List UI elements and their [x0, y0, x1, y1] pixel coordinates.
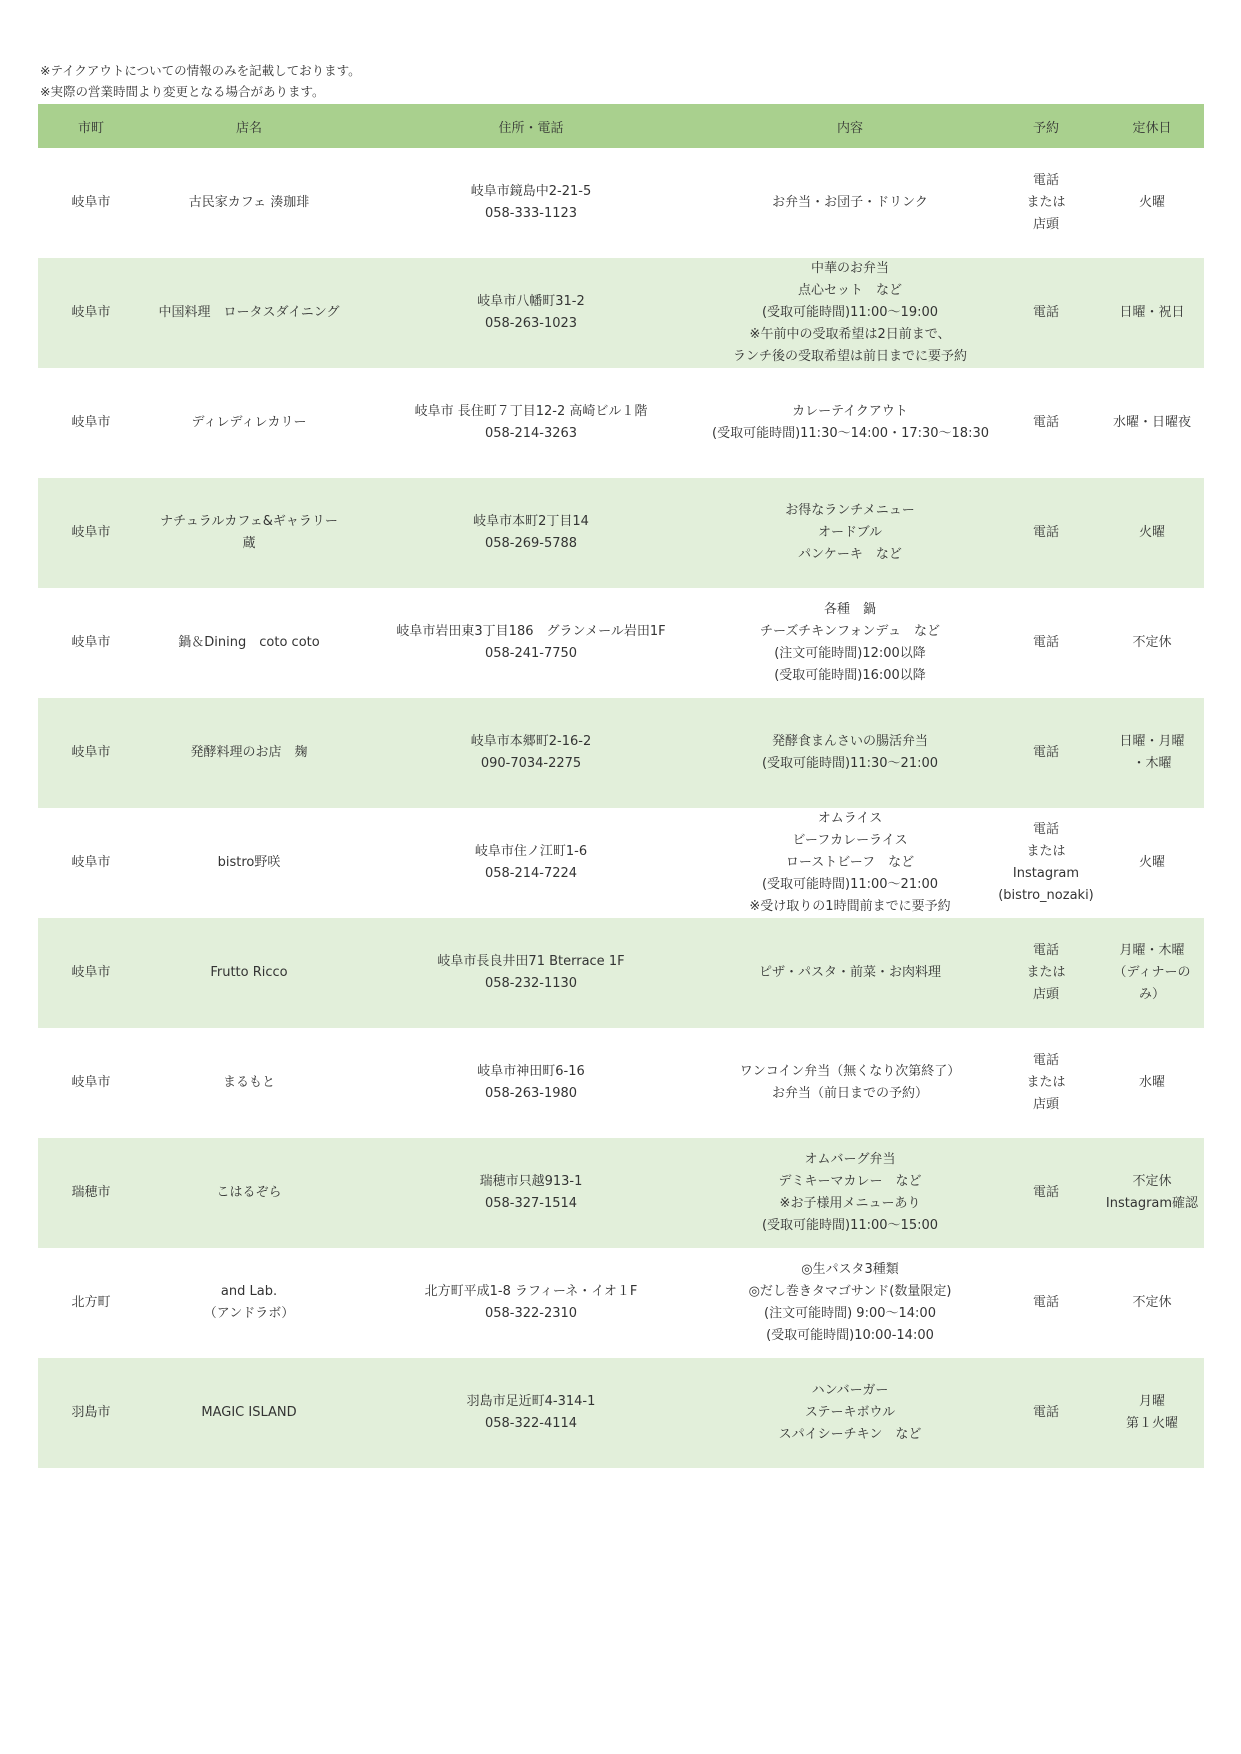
cell-name-line: and Lab.	[220, 1284, 278, 1299]
cell-address-line: 岐阜市岩田東3丁目186 グランメール岩田1F	[396, 624, 666, 639]
cell-address-line: 岐阜市本町2丁目14	[473, 514, 589, 529]
cell-holiday-line: 月曜	[1138, 1394, 1165, 1409]
cell-town: 羽島市	[38, 1358, 144, 1468]
cell-address-line: 岐阜市神田町6-16	[477, 1064, 585, 1079]
cell-name-line: こはるぞら	[216, 1185, 282, 1200]
cell-content	[708, 148, 992, 258]
header-content: 内容	[708, 104, 992, 148]
cell-holiday-line: 火曜	[1138, 195, 1165, 210]
table-row	[38, 1248, 1204, 1358]
cell-content	[708, 1358, 992, 1468]
cell-content-line: 各種 鍋	[823, 602, 876, 617]
cell-reservation	[992, 478, 1100, 588]
header-holiday: 定休日	[1100, 104, 1204, 148]
cell-holiday-line: 水曜・日曜夜	[1112, 415, 1191, 430]
cell-content-line: パンケーキ など	[798, 547, 902, 562]
table-row	[38, 258, 1204, 368]
table-row	[38, 1358, 1204, 1468]
cell-town: 岐阜市	[38, 478, 144, 588]
cell-name-line: 古民家カフェ 湊珈琲	[188, 195, 310, 210]
cell-address	[354, 1248, 708, 1358]
cell-content-line: ランチ後の受取希望は前日までに要予約	[732, 349, 967, 364]
cell-town: 岐阜市	[38, 918, 144, 1028]
cell-address-line: 090-7034-2275	[480, 756, 582, 771]
cell-address-line: 岐阜市八幡町31-2	[477, 294, 585, 309]
cell-reservation-line: 電話	[1032, 635, 1059, 650]
cell-content-line: (注文可能時間) 9:00～14:00	[764, 1306, 936, 1321]
cell-content-line: 点心セット など	[797, 283, 902, 298]
note-line: ※実際の営業時間より変更となる場合があります。	[40, 84, 325, 99]
cell-holiday-line: 月曜・木曜	[1119, 943, 1185, 958]
cell-content	[708, 1248, 992, 1358]
cell-name	[144, 148, 354, 258]
cell-reservation	[992, 1028, 1100, 1138]
cell-reservation	[992, 918, 1100, 1028]
table-row	[38, 148, 1204, 258]
cell-holiday-line: み）	[1138, 987, 1165, 1002]
cell-content-line: 中華のお弁当	[810, 261, 889, 276]
cell-reservation-line: 電話	[1032, 1053, 1059, 1068]
cell-address-line: 058-322-2310	[484, 1306, 578, 1321]
cell-content-line: ※受け取りの1時間前までに要予約	[749, 899, 951, 914]
cell-name	[144, 478, 354, 588]
cell-town: 岐阜市	[38, 1028, 144, 1138]
cell-town: 岐阜市	[38, 698, 144, 808]
table-body	[38, 148, 1204, 1468]
cell-content	[708, 588, 992, 698]
cell-name	[144, 1248, 354, 1358]
cell-content-line: カレーテイクアウト	[792, 404, 908, 419]
cell-reservation-line: 電話	[1032, 173, 1059, 188]
cell-name-line: まるもと	[222, 1075, 275, 1090]
cell-holiday	[1100, 258, 1204, 368]
cell-content-line: ワンコイン弁当（無くなり次第終了）	[739, 1064, 961, 1079]
cell-content	[708, 918, 992, 1028]
cell-content-line: お得なランチメニュー	[785, 503, 915, 518]
notes	[40, 60, 361, 102]
cell-name	[144, 258, 354, 368]
cell-content-line: (受取可能時間)11:00～21:00	[761, 877, 939, 892]
cell-address-line: 岐阜市本郷町2-16-2	[470, 734, 592, 749]
cell-reservation-line: 電話	[1032, 1405, 1059, 1420]
cell-reservation-line: または	[1026, 195, 1066, 210]
cell-reservation	[992, 698, 1100, 808]
cell-reservation-line: 店頭	[1032, 987, 1059, 1002]
cell-address-line: 北方町平成1-8 ラフィーネ・イオ１F	[424, 1284, 638, 1299]
cell-name	[144, 1028, 354, 1138]
cell-content-line: スパイシーチキン など	[778, 1427, 922, 1442]
cell-content	[708, 1138, 992, 1248]
cell-name-line: MAGIC ISLAND	[201, 1405, 297, 1420]
table-row	[38, 478, 1204, 588]
cell-content	[708, 1028, 992, 1138]
cell-content	[708, 808, 992, 918]
cell-town: 岐阜市	[38, 368, 144, 478]
table-header-row	[38, 104, 1204, 148]
cell-address-line: 岐阜市住ノ江町1-6	[474, 844, 588, 859]
cell-content-line: ハンバーガー	[811, 1383, 889, 1398]
cell-reservation-line: 電話	[1032, 525, 1059, 540]
cell-address-line: 岐阜市 長住町７丁目12-2 高崎ビル１階	[414, 404, 648, 419]
cell-town: 瑞穂市	[38, 1138, 144, 1248]
cell-name-line: 蔵	[242, 536, 256, 551]
table-row	[38, 588, 1204, 698]
cell-reservation-line: 電話	[1032, 415, 1059, 430]
cell-reservation-line: 電話	[1032, 305, 1059, 320]
cell-content	[708, 698, 992, 808]
cell-content-line: ローストビーフ など	[785, 855, 915, 870]
cell-address-line: 058-263-1023	[484, 316, 578, 331]
header-town: 市町	[38, 104, 144, 148]
cell-reservation	[992, 1248, 1100, 1358]
cell-address-line: 058-263-1980	[484, 1086, 578, 1101]
header-name: 店名	[144, 104, 354, 148]
cell-town: 岐阜市	[38, 258, 144, 368]
header-reservation: 予約	[992, 104, 1100, 148]
cell-reservation-line: 電話	[1032, 822, 1059, 837]
table-row	[38, 698, 1204, 808]
cell-holiday	[1100, 918, 1204, 1028]
cell-holiday-line: 火曜	[1138, 855, 1165, 870]
cell-reservation	[992, 258, 1100, 368]
table-row	[38, 808, 1204, 918]
cell-content	[708, 368, 992, 478]
cell-reservation	[992, 808, 1100, 918]
cell-reservation-line: 電話	[1032, 1185, 1059, 1200]
cell-address	[354, 1358, 708, 1468]
cell-content	[708, 478, 992, 588]
cell-address	[354, 1138, 708, 1248]
cell-holiday-line: 第１火曜	[1125, 1416, 1178, 1431]
cell-content-line: (受取可能時間)10:00-14:00	[766, 1328, 934, 1343]
cell-address	[354, 918, 708, 1028]
cell-address-line: 058-232-1130	[484, 976, 578, 991]
cell-reservation	[992, 1138, 1100, 1248]
cell-holiday	[1100, 478, 1204, 588]
cell-address-line: 058-214-3263	[484, 426, 578, 441]
cell-holiday	[1100, 698, 1204, 808]
cell-reservation-line: Instagram	[1012, 866, 1080, 881]
cell-name-line: 発酵料理のお店 麹	[190, 745, 308, 760]
cell-address-line: 058-333-1123	[484, 206, 578, 221]
cell-name	[144, 698, 354, 808]
cell-holiday-line: 不定休	[1132, 1295, 1172, 1310]
header-address: 住所・電話	[354, 104, 708, 148]
cell-holiday	[1100, 1138, 1204, 1248]
cell-address-line: 058-327-1514	[484, 1196, 578, 1211]
cell-content-line: ※お子様用メニューあり	[779, 1196, 921, 1211]
cell-address	[354, 368, 708, 478]
cell-address	[354, 1028, 708, 1138]
cell-name	[144, 1358, 354, 1468]
cell-address	[354, 808, 708, 918]
cell-address	[354, 478, 708, 588]
cell-holiday-line: 火曜	[1138, 525, 1165, 540]
cell-holiday	[1100, 588, 1204, 698]
cell-content-line: (受取可能時間)11:00～15:00	[761, 1218, 939, 1233]
cell-content-line: ビーフカレーライス	[792, 833, 908, 848]
cell-holiday-line: 不定休	[1132, 1174, 1172, 1189]
cell-holiday-line: Instagram確認	[1105, 1196, 1199, 1211]
cell-reservation-line: または	[1026, 844, 1066, 859]
cell-content-line: オムバーグ弁当	[804, 1152, 896, 1167]
cell-town: 岐阜市	[38, 588, 144, 698]
cell-address-line: 058-241-7750	[484, 646, 578, 661]
cell-town: 岐阜市	[38, 808, 144, 918]
cell-name-line: Frutto Ricco	[210, 965, 288, 980]
cell-content-line: (注文可能時間)12:00以降	[774, 646, 926, 661]
cell-address-line: 瑞穂市只越913-1	[479, 1174, 583, 1189]
cell-town: 北方町	[38, 1248, 144, 1358]
cell-name-line: ディレディレカリー	[191, 415, 307, 430]
cell-holiday-line: 日曜・祝日	[1119, 305, 1185, 320]
cell-name	[144, 1138, 354, 1248]
cell-reservation	[992, 588, 1100, 698]
cell-reservation-line: 電話	[1032, 1295, 1059, 1310]
cell-name	[144, 918, 354, 1028]
cell-town: 岐阜市	[38, 148, 144, 258]
cell-content-line: (受取可能時間)11:30～21:00	[761, 756, 939, 771]
cell-content-line: ◎だし巻きタマゴサンド(数量限定)	[748, 1284, 952, 1299]
cell-reservation-line: 店頭	[1032, 1097, 1059, 1112]
cell-name-line: ナチュラルカフェ&ギャラリー	[160, 514, 338, 529]
cell-holiday	[1100, 1358, 1204, 1468]
cell-name-line: 中国料理 ロータスダイニング	[158, 305, 340, 320]
cell-content-line: お弁当・お団子・ドリンク	[772, 195, 928, 210]
cell-content-line: オムライス	[817, 811, 883, 826]
cell-name-line: 鍋＆Dining coto coto	[178, 635, 320, 650]
cell-content-line: (受取可能時間)11:00～19:00	[761, 305, 939, 320]
cell-reservation-line: (bistro_nozaki)	[998, 888, 1094, 903]
cell-reservation	[992, 148, 1100, 258]
cell-content-line: 発酵食まんさいの腸活弁当	[771, 734, 928, 749]
cell-reservation-line: または	[1026, 965, 1066, 980]
cell-address-line: 058-214-7224	[484, 866, 578, 881]
cell-holiday-line: 不定休	[1132, 635, 1172, 650]
cell-address-line: 058-269-5788	[484, 536, 578, 551]
cell-content-line: チーズチキンフォンデュ など	[760, 624, 940, 639]
cell-holiday	[1100, 808, 1204, 918]
cell-content-line: お弁当（前日までの予約）	[771, 1086, 928, 1101]
cell-name-line: bistro野咲	[217, 855, 281, 870]
cell-address-line: 羽島市足近町4-314-1	[466, 1394, 596, 1409]
cell-address	[354, 698, 708, 808]
table-row	[38, 368, 1204, 478]
cell-address-line: 058-322-4114	[484, 1416, 578, 1431]
cell-reservation	[992, 1358, 1100, 1468]
cell-address	[354, 588, 708, 698]
cell-content-line: (受取可能時間)16:00以降	[774, 668, 926, 683]
cell-content-line: ピザ・パスタ・前菜・お肉料理	[758, 965, 941, 980]
table-row	[38, 1028, 1204, 1138]
table-row	[38, 1138, 1204, 1248]
cell-reservation-line: または	[1026, 1075, 1066, 1090]
cell-address-line: 岐阜市鏡島中2-21-5	[470, 184, 592, 199]
cell-reservation-line: 電話	[1032, 745, 1059, 760]
cell-address	[354, 258, 708, 368]
cell-reservation-line: 電話	[1032, 943, 1059, 958]
cell-holiday-line: （ディナーの	[1113, 965, 1191, 980]
cell-holiday	[1100, 148, 1204, 258]
cell-holiday	[1100, 1248, 1204, 1358]
cell-content-line: ステーキボウル	[804, 1405, 896, 1420]
cell-content	[708, 258, 992, 368]
cell-name	[144, 808, 354, 918]
cell-holiday	[1100, 1028, 1204, 1138]
cell-reservation-line: 店頭	[1032, 217, 1059, 232]
cell-holiday	[1100, 368, 1204, 478]
cell-content-line: ◎生パスタ3種類	[801, 1262, 899, 1277]
cell-name	[144, 588, 354, 698]
cell-name-line: （アンドラボ）	[203, 1306, 295, 1321]
note-line: ※テイクアウトについての情報のみを記載しております。	[40, 63, 361, 78]
cell-content-line: (受取可能時間)11:30～14:00・17:30～18:30	[712, 426, 989, 441]
cell-reservation	[992, 368, 1100, 478]
table-row	[38, 918, 1204, 1028]
cell-content-line: デミキーマカレー など	[778, 1174, 922, 1189]
cell-address	[354, 148, 708, 258]
cell-content-line: ※午前中の受取希望は2日前まで、	[749, 327, 951, 342]
cell-content-line: オードブル	[817, 525, 883, 540]
cell-holiday-line: 日曜・月曜	[1119, 734, 1185, 749]
cell-holiday-line: ・木曜	[1132, 756, 1172, 771]
cell-address-line: 岐阜市長良井田71 Bterrace 1F	[437, 954, 625, 969]
cell-holiday-line: 水曜	[1138, 1075, 1165, 1090]
takeout-shop-table	[38, 104, 1204, 1468]
cell-name	[144, 368, 354, 478]
